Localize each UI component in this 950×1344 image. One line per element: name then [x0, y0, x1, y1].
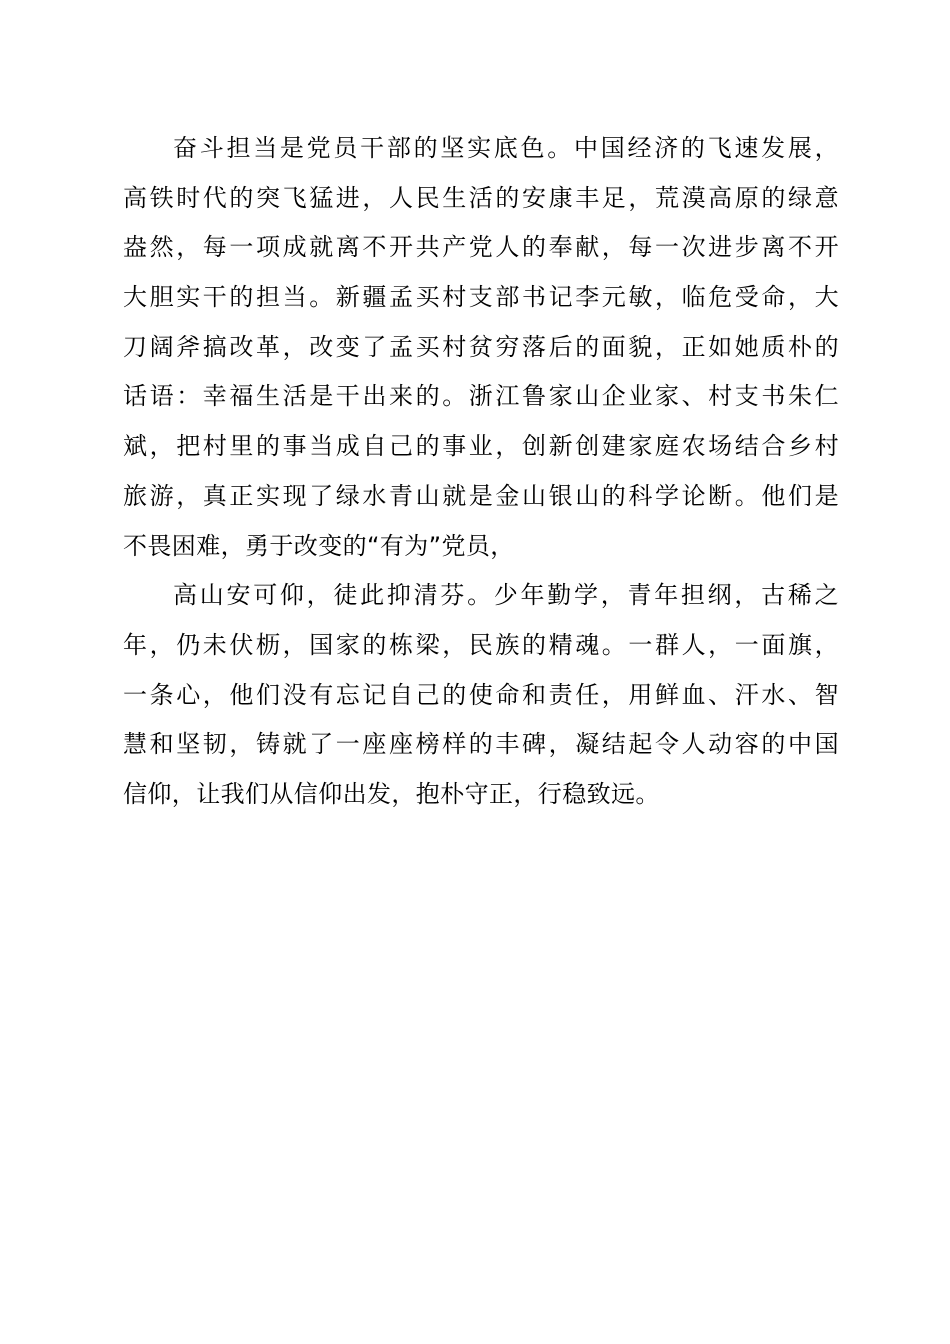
- paragraph-line: 慧和坚韧，铸就了一座座榜样的丰碑，凝结起令人动容的中国: [123, 730, 839, 759]
- paragraph-line: 一条心，他们没有忘记自己的使命和责任，用鲜血、汗水、智: [123, 680, 839, 709]
- paragraph-line: 高铁时代的突飞猛进，人民生活的安康丰足，荒漠高原的绿意: [123, 183, 839, 212]
- paragraph-line: 高山安可仰，徒此抑清芬。少年勤学，青年担纲，古稀之: [173, 581, 839, 610]
- paragraph-line: 大胆实干的担当。新疆孟买村支部书记李元敏，临危受命，大: [123, 283, 839, 312]
- paragraph-line: 刀阔斧搞改革，改变了孟买村贫穷落后的面貌，正如她质朴的: [123, 332, 839, 361]
- paragraph-line: 盎然，每一项成就离不开共产党人的奉献，每一次进步离不开: [123, 233, 839, 262]
- paragraph-line: 不畏困难，勇于改变的“有为”党员，: [123, 531, 515, 560]
- paragraph-line: 年，仍未伏枥，国家的栋梁，民族的精魂。一群人，一面旗，: [123, 630, 839, 659]
- paragraph-line: 奋斗担当是党员干部的坚实底色。中国经济的飞速发展，: [173, 134, 839, 162]
- paragraph-line: 信仰，让我们从信仰出发，抱朴守正，行稳致远。: [123, 779, 660, 808]
- body-text: [123, 124, 839, 820]
- paragraph-2: [123, 571, 839, 819]
- paragraph-line: 话语：幸福生活是干出来的。浙江鲁家山企业家、村支书朱仁: [123, 382, 839, 411]
- paragraph-1: [123, 124, 839, 571]
- paragraph-line: 斌，把村里的事当成自己的事业，创新创建家庭农场结合乡村: [123, 432, 839, 461]
- paragraph-line: 旅游，真正实现了绿水青山就是金山银山的科学论断。他们是: [123, 481, 839, 510]
